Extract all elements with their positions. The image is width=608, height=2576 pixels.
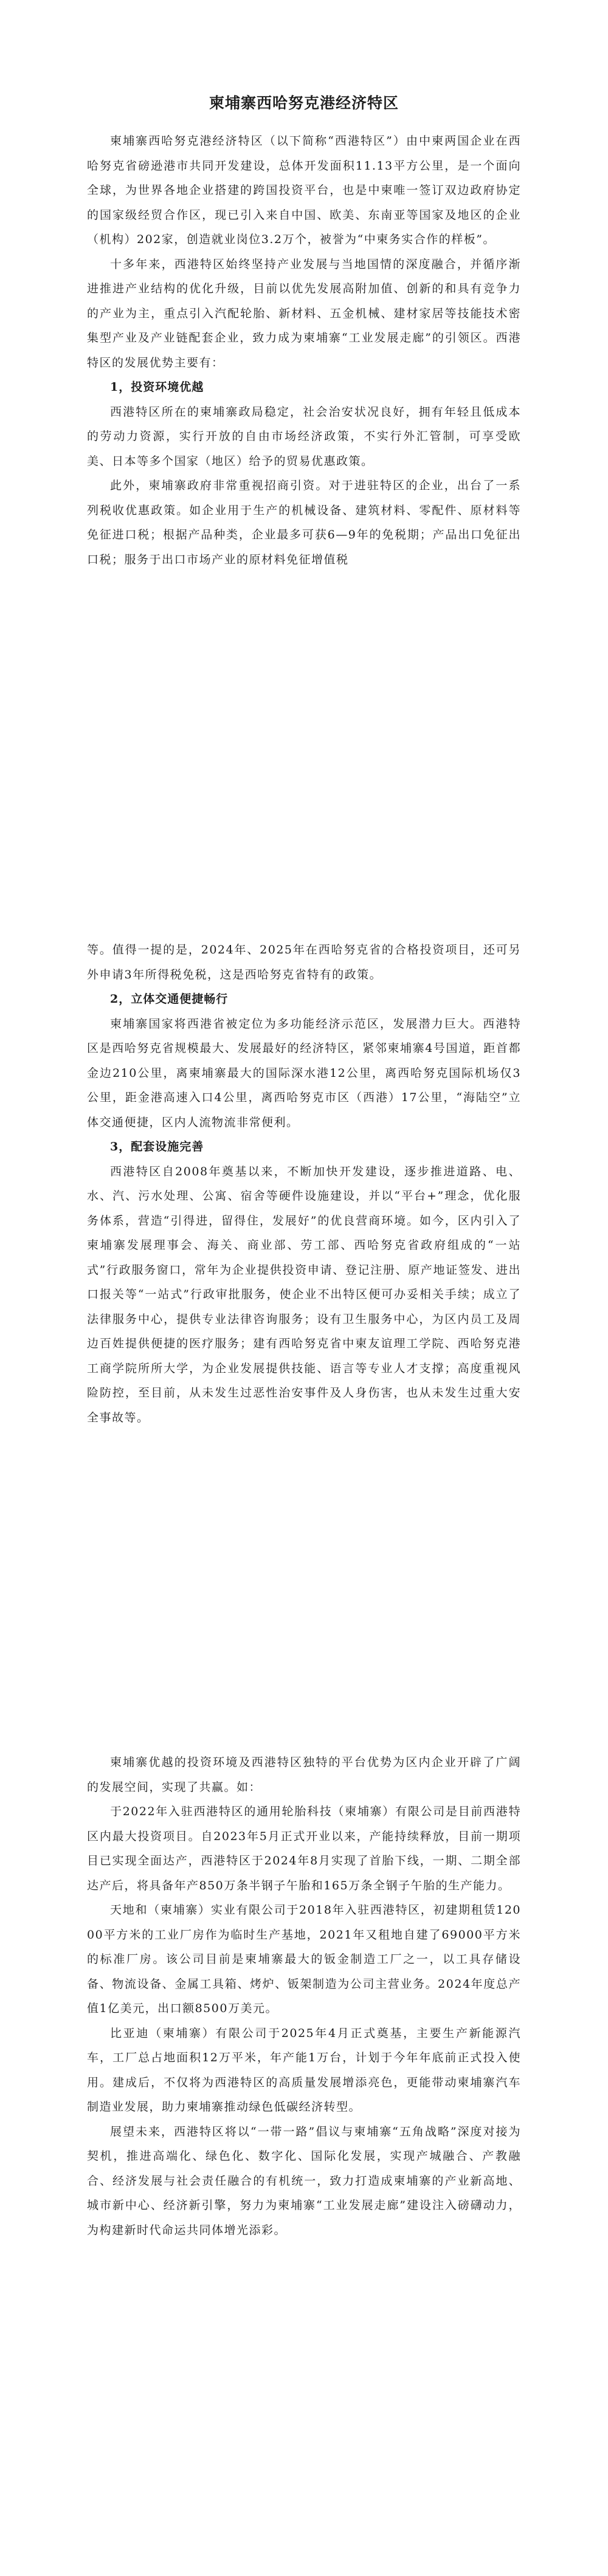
body-paragraph: 展望未来，西港特区将以“一带一路”倡议与柬埔寨“五角战略”深度对接为契机，推进高端化、绿色化、数字化、国际化发展，实现产城融合、产教融合、经济发展与社会责任融合的有机统一，致力打造成柬埔寨的产业新高地、城市新中心、经济新引擎，努力为柬埔寨“工业发展走廊”建设注入磅礴动力，为构建新时代命运共同体增光添彩。 <box>87 2124 521 2237</box>
body-paragraph: 柬埔寨国家将西港省被定位为多功能经济示范区，发展潜力巨大。西港特区是西哈努克省规模最大、发展最好的经济特区，紧邻柬埔寨4号国道，距首都金边210公里，离柬埔寨最大的国际深水港12公里，离西哈努克国际机场仅3公里，距金港高速入口4公里，离西哈努克市区（西港）17公里，“海陆空”立体交通便捷，区内人流物流非常便利。 <box>87 1017 521 1129</box>
content-block-2 <box>87 938 521 1430</box>
body-paragraph: 十多年来，西港特区始终坚持产业发展与当地国情的深度融合，并循序渐进推进产业结构的优化升级，目前以优先发展高附加值、创新的和具有竞争力的产业为主，重点引入汽配轮胎、新材料、五金机械、建材家居等技能技术密集型产业及产业链配套企业，致力成为柬埔寨“工业发展走廊”的引领区。西港特区的发展优势主要有： <box>87 257 521 369</box>
body-paragraph: 于2022年入驻西港特区的通用轮胎科技（柬埔寨）有限公司是目前西港特区内最大投资项目。自2023年5月正式开业以来，产能持续释放，目前一期项目已实现全面达产，西港特区于2024年8月实现了首胎下线，一期、二期全部达产后，将具备年产850万条半钢子午胎和165万条全钢子午胎的生产能力。 <box>87 1805 521 1892</box>
section-heading: 2，立体交通便捷畅行 <box>110 992 229 1006</box>
body-paragraph: 等。值得一提的是，2024年、2025年在西哈努克省的合格投资项目，还可另外申请3年所得税免税，这是西哈努克省特有的政策。 <box>87 943 521 981</box>
body-paragraph: 柬埔寨西哈努克港经济特区（以下简称“西港特区”）由中柬两国企业在西哈努克省磅逊港市共同开发建设，总体开发面积11.13平方公里，是一个面向全球，为世界各地企业搭建的跨国投资平台，也是中柬唯一签订双边政府协定的国家级经贸合作区，现已引入来自中国、欧美、东南亚等国家及地区的企业（机构）202家，创造就业岗位3.2万个，被誉为“中柬务实合作的样板”。 <box>87 134 521 246</box>
body-paragraph: 柬埔寨优越的投资环境及西港特区独特的平台优势为区内企业开辟了广阔的发展空间，实现了共赢。如： <box>87 1756 521 1794</box>
content-block-1 <box>87 129 521 572</box>
body-paragraph: 天地和（柬埔寨）实业有限公司于2018年入驻西港特区，初建期租赁12000平方米的工业厂房作为临时生产基地，2021年又租地自建了69000平方米的标准厂房。该公司目前是柬埔寨最大的钣金制造工厂之一，以工具存储设备、物流设备、金属工具箱、烤炉、钣架制造为公司主营业务。2024年度总产值1亿美元，出口额8500万美元。 <box>87 1903 521 2015</box>
section-heading: 1，投资环境优越 <box>110 380 204 394</box>
document-title: 柬埔寨西哈努克港经济特区 <box>209 94 399 112</box>
content-block-3 <box>87 1750 521 2242</box>
body-paragraph: 西港特区所在的柬埔寨政局稳定，社会治安状况良好，拥有年轻且低成本的劳动力资源，实行开放的自由市场经济政策，不实行外汇管制，可享受欧美、日本等多个国家（地区）给予的贸易优惠政策。 <box>87 405 521 468</box>
section-heading: 3，配套设施完善 <box>110 1140 204 1153</box>
body-paragraph: 此外，柬埔寨政府非常重视招商引资。对于进驻特区的企业，出台了一系列税收优惠政策。如企业用于生产的机械设备、建筑材料、零配件、原材料等免征进口税；根据产品种类，企业最多可获6—9年的免税期；产品出口免征出口税；服务于出口市场产业的原材料免征增值税 <box>87 479 521 566</box>
body-paragraph: 西港特区自2008年奠基以来，不断加快开发建设，逐步推进道路、电、水、汽、污水处理、公寓、宿舍等硬件设施建设，并以“平台+”理念，优化服务体系，营造“引得进，留得住，发展好”的优良营商环境。如今，区内引入了柬埔寨发展理事会、海关、商业部、劳工部、西哈努克省政府组成的“一站式”行政服务窗口，常年为企业提供投资申请、登记注册、原产地证签发、进出口报关等“一站式”行政审批服务，使企业不出特区便可办妥相关手续；成立了法律服务中心，提供专业法律咨询服务；设有卫生服务中心，为区内员工及周边百姓提供便捷的医疗服务；建有西哈努克省中柬友谊理工学院、西哈努克港工商学院所所大学，为企业发展提供技能、语言等专业人才支撑；高度重视风险防控，至目前，从未发生过恶性治安事件及人身伤害，也从未发生过重大安全事故等。 <box>87 1164 521 1424</box>
body-paragraph: 比亚迪（柬埔寨）有限公司于2025年4月正式奠基，主要生产新能源汽车，工厂总占地面积12万平米，年产能1万台，计划于今年年底前正式投入使用。建成后，不仅将为西港特区的高质量发展增添亮色，更能带动柬埔寨汽车制造业发展，助力柬埔寨推动绿色低碳经济转型。 <box>87 2026 521 2114</box>
